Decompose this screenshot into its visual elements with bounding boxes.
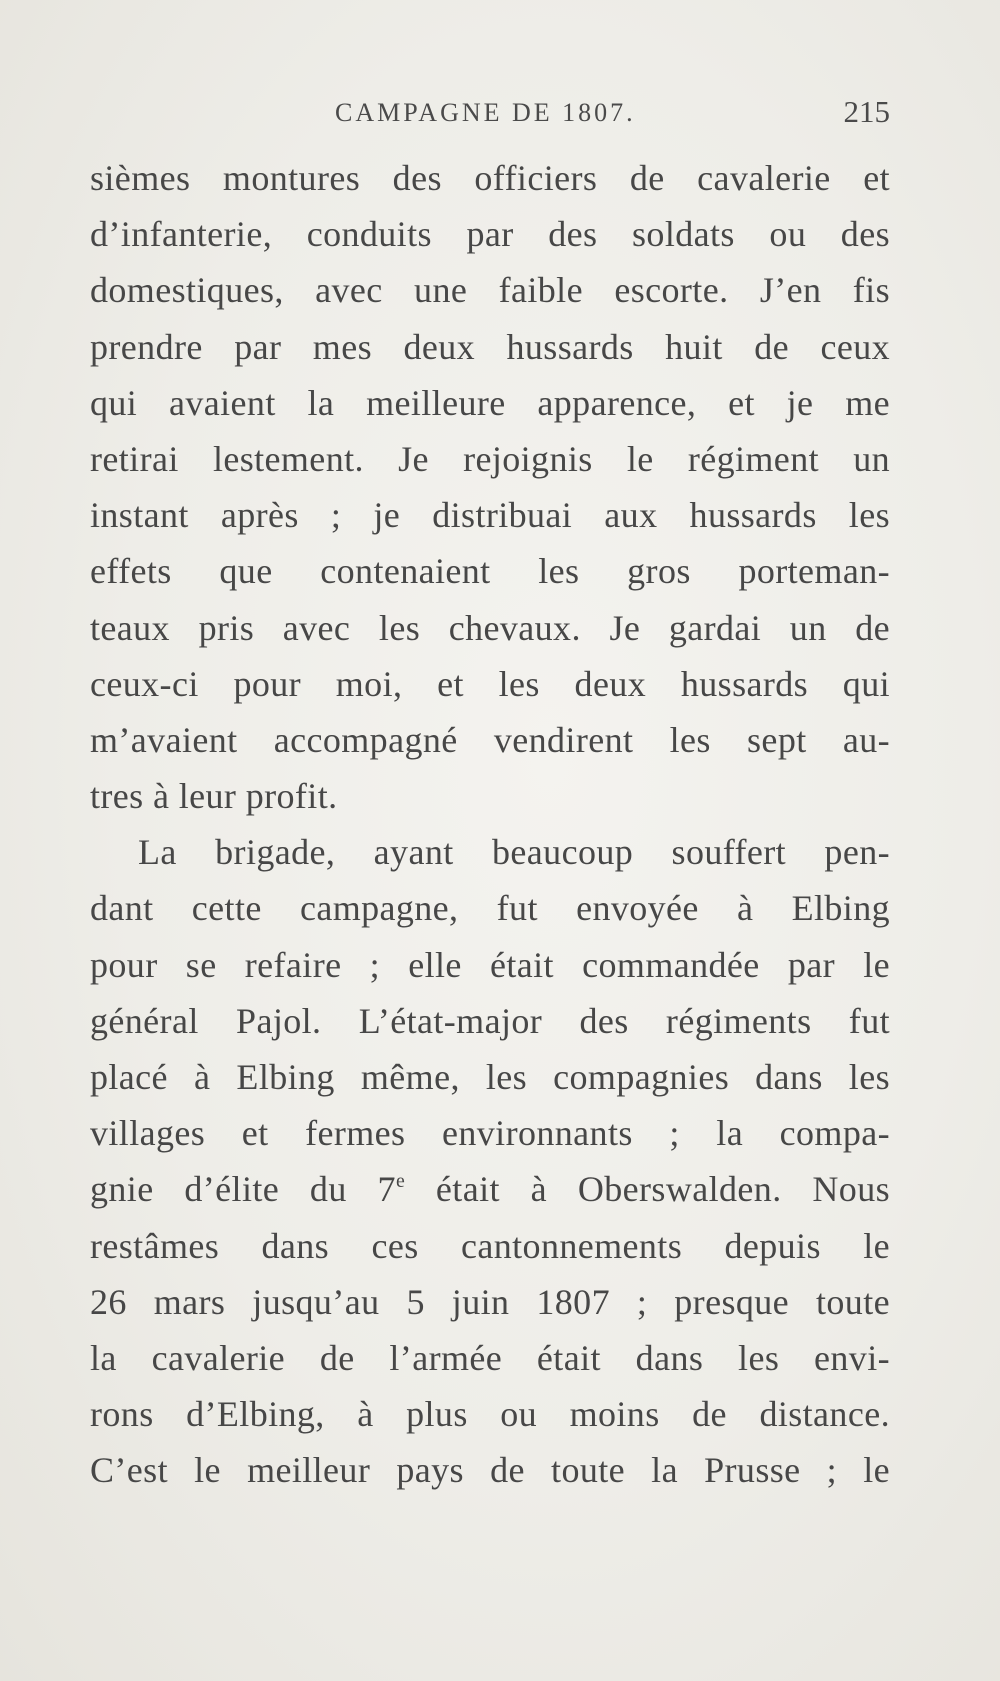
text-line: qui avaient la meilleure apparence, et je me: [90, 382, 890, 423]
line-start: gnie d’élite du 7: [90, 1169, 396, 1210]
text-line: m’avaient accompagné vendirent les sept au-: [90, 719, 890, 760]
line-end: était à Oberswalden. Nous: [405, 1169, 891, 1210]
text-line: placé à Elbing même, les compagnies dans les: [90, 1057, 890, 1097]
text-line-with-superscript: [90, 1161, 890, 1217]
text-line: instant après ; je distribuai aux hussards les: [90, 495, 890, 536]
page-number: 215: [843, 94, 890, 129]
text-line: restâmes dans ces cantonnements depuis le: [90, 1225, 890, 1266]
text-line: dant cette campagne, fut envoyée à Elbing: [90, 888, 890, 929]
superscript: e: [395, 1170, 406, 1193]
text-line: ceux-ci pour moi, et les deux hussards qui: [90, 663, 890, 704]
text-line: rons d’Elbing, à plus ou moins de distance.: [90, 1394, 890, 1435]
text-line: C’est le meilleur pays de toute la Prusse ; le: [90, 1450, 890, 1491]
text-line: domestiques, avec une faible escorte. J’en fis: [90, 270, 890, 311]
text-line: prendre par mes deux hussards huit de ceux: [90, 326, 890, 367]
text-line: d’infanterie, conduits par des soldats ou des: [90, 214, 890, 255]
text-line: général Pajol. L’état-major des régiments fut: [90, 1000, 890, 1041]
text-line: la cavalerie de l’armée était dans les envi-: [90, 1337, 890, 1378]
text-line: retirai lestement. Je rejoignis le régiment un: [90, 438, 890, 479]
text-line: sièmes montures des officiers de cavalerie et: [90, 158, 890, 198]
text-line: pour se refaire ; elle était commandée par le: [90, 944, 890, 985]
text-line: villages et fermes environnants ; la compa-: [90, 1113, 890, 1154]
text-line: teaux pris avec les chevaux. Je gardai un de: [90, 607, 890, 648]
text-line: effets que contenaient les gros porteman-: [90, 551, 890, 592]
text-line: 26 mars jusqu’au 5 juin 1807 ; presque toute: [90, 1281, 890, 1322]
text-line-paragraph-end: tres à leur profit.: [90, 776, 338, 817]
body-text: [90, 150, 890, 1499]
running-title: CAMPAGNE DE 1807.: [335, 98, 636, 127]
running-head: [90, 94, 890, 138]
text-line-paragraph-start: La brigade, ayant beaucoup souffert pen-: [138, 832, 890, 873]
